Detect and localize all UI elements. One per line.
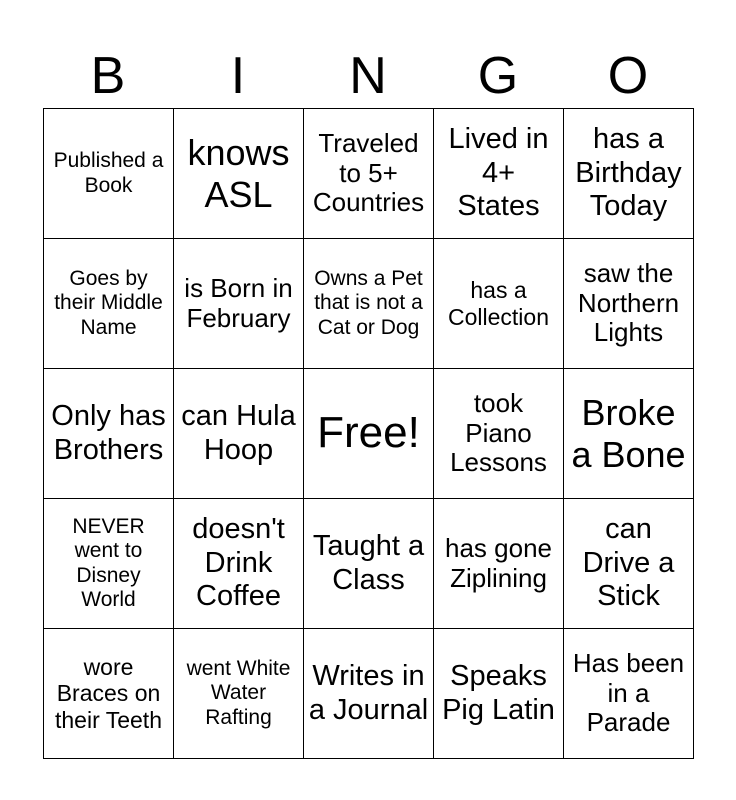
cell-text: Writes in a Journal: [308, 660, 429, 726]
cell-text: can Drive a Stick: [582, 513, 675, 613]
cell-text: Taught a Class: [312, 530, 425, 596]
cell-text: has gone Ziplining: [445, 532, 552, 593]
bingo-cell: [564, 109, 694, 239]
cell-text: Goes by their Middle Name: [54, 267, 163, 339]
bingo-cell: [174, 239, 304, 369]
bingo-cell: [434, 629, 564, 759]
cell-text: Has been in a Parade: [572, 647, 685, 738]
grid-row: [44, 239, 694, 369]
bingo-cell: [174, 109, 304, 239]
bingo-cell: [304, 629, 434, 759]
bingo-cell: [434, 109, 564, 239]
free-space-text: Free!: [317, 408, 420, 458]
bingo-cell: [44, 369, 174, 499]
bingo-cell: [174, 499, 304, 629]
cell-text: Broke a Bone: [571, 392, 686, 475]
grid-row: [44, 109, 694, 239]
cell-text: took Piano Lessons: [450, 387, 547, 478]
bingo-cell: [564, 629, 694, 759]
cell-text: knows ASL: [187, 132, 290, 215]
bingo-cell: [304, 109, 434, 239]
cell-text: Owns a Pet that is not a Cat or Dog: [314, 267, 423, 339]
bingo-cell: [174, 629, 304, 759]
bingo-cell: [564, 239, 694, 369]
cell-text: has a Birthday Today: [575, 123, 682, 223]
bingo-cell: [564, 369, 694, 499]
header-letter-i: I: [230, 47, 246, 105]
header-letter-g: G: [477, 47, 519, 105]
cell-text: Lived in 4+ States: [448, 123, 549, 223]
bingo-cell: [174, 369, 304, 499]
cell-text: saw the Northern Lights: [577, 257, 680, 348]
cell-text: Published a Book: [53, 149, 164, 197]
cell-text: doesn't Drink Coffee: [192, 513, 285, 613]
bingo-grid: [43, 108, 694, 759]
bingo-cell: [44, 239, 174, 369]
bingo-cell: [44, 629, 174, 759]
cell-text: went White Water Rafting: [186, 657, 291, 729]
cell-text: NEVER went to Disney World: [72, 515, 145, 611]
cell-text: Speaks Pig Latin: [442, 660, 555, 726]
cell-text: Only has Brothers: [51, 400, 166, 466]
cell-text: has a Collection: [448, 277, 549, 330]
bingo-cell: [304, 239, 434, 369]
grid-row: [44, 369, 694, 499]
header-letter-b: B: [90, 47, 126, 105]
header-letter-n: N: [349, 47, 387, 105]
bingo-cell: [304, 499, 434, 629]
bingo-cell: [564, 499, 694, 629]
bingo-header: [43, 44, 693, 108]
grid-row: [44, 629, 694, 759]
cell-text: can Hula Hoop: [181, 400, 296, 466]
cell-text: is Born in February: [184, 272, 293, 333]
cell-text: Traveled to 5+ Countries: [312, 127, 425, 218]
grid-row: [44, 499, 694, 629]
bingo-cell: [44, 109, 174, 239]
cell-text: wore Braces on their Teeth: [55, 653, 162, 733]
bingo-cell: [434, 499, 564, 629]
header-letter-o: O: [607, 47, 649, 105]
bingo-cell: [44, 499, 174, 629]
free-space-cell: [304, 369, 434, 499]
bingo-cell: [434, 239, 564, 369]
bingo-cell: [434, 369, 564, 499]
